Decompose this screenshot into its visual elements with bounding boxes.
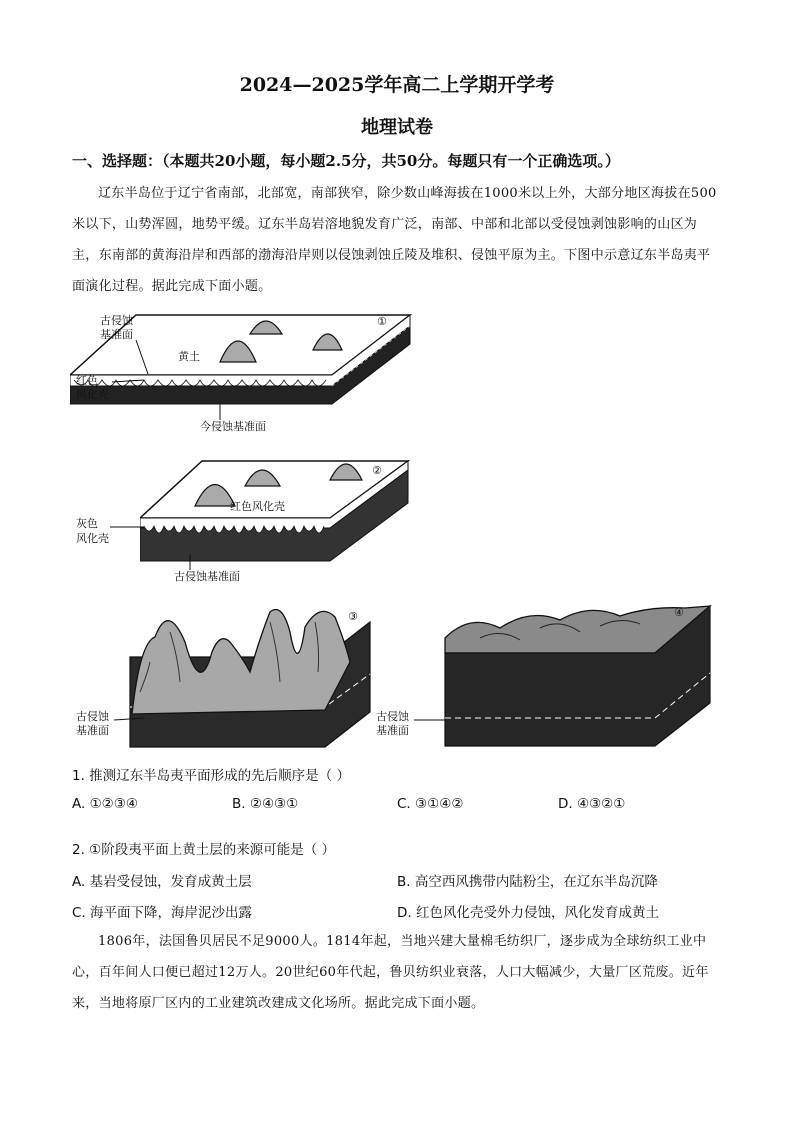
exam-title: 2024—2025学年高二上学期开学考 xyxy=(239,74,555,96)
block2-number: ② xyxy=(372,464,382,477)
q1-option-c[interactable]: C. ③①④② xyxy=(397,796,464,812)
question-2-stem: 2. ①阶段夷平面上黄土层的来源可能是（ ） xyxy=(72,842,336,858)
block1-top-label-1: 古侵蚀 xyxy=(100,314,133,327)
block2-bottom-label: 古侵蚀基准面 xyxy=(174,570,240,583)
q1-option-a[interactable]: A. ①②③④ xyxy=(72,796,138,812)
block4-left-label-2: 基准面 xyxy=(376,724,409,737)
q2-option-a[interactable]: A. 基岩受侵蚀，发育成黄土层 xyxy=(72,874,252,890)
q2-option-c[interactable]: C. 海平面下降，海岸泥沙出露 xyxy=(72,905,253,921)
block2-left-label-1: 灰色 xyxy=(76,517,98,530)
block3-left-label-1: 古侵蚀 xyxy=(76,710,109,723)
block1-left-labels xyxy=(70,312,170,412)
passage-liaodong: 辽东半岛位于辽宁省南部，北部宽，南部狭窄，除少数山峰海拔在1000米以上外，大部分地区海拔在500米以下，山势浑圆，地势平缓。辽东半岛岩溶地貌发育广泛，南部、中部和北部以受侵蚀剥蚀影响的山区为主，东南部的黄海沿岸和西部的渤海沿岸则以侵蚀剥蚀丘陵及堆积、侵蚀平原为主。下图中示意辽东半岛夷平面演化过程。据此完成下面小题。 xyxy=(72,186,717,294)
block1-number: ① xyxy=(377,315,387,328)
block1-bottom-label: 今侵蚀基准面 xyxy=(200,420,266,433)
block2-surface-label: 红色风化壳 xyxy=(230,500,285,513)
question-1-stem: 1. 推测辽东半岛夷平面形成的先后顺序是（ ） xyxy=(72,768,350,784)
q1-option-b[interactable]: B. ②④③① xyxy=(232,796,299,812)
q2-option-d[interactable]: D. 红色风化壳受外力侵蚀，风化发育成黄土 xyxy=(397,905,659,921)
block4-number: ④ xyxy=(674,606,684,619)
passage-roubaix: 1806年，法国鲁贝居民不足9000人。1814年起，当地兴建大量棉毛纺织厂，逐步成为全球纺织工业中心，百年间人口便已超过12万人。20世纪60年代起，鲁贝纺织业衰落，人口大幅减少，大量厂区荒废。近年来，当地将原厂区内的工业建筑改建成文化场所。据此完成下面小题。 xyxy=(72,934,709,1011)
block1-left-label-1: 红色 xyxy=(76,374,98,387)
block4-left-labels xyxy=(374,708,454,748)
figure-block-2 xyxy=(140,458,420,588)
block1-left-label-2: 风化壳 xyxy=(76,388,109,401)
block1-surface-label: 黄土 xyxy=(178,350,200,363)
exam-subject: 地理试卷 xyxy=(361,117,433,138)
block4-left-label-1: 古侵蚀 xyxy=(376,710,409,723)
block2-left-label-2: 风化壳 xyxy=(76,532,109,545)
block2-left-labels xyxy=(72,515,152,555)
section-heading: 一、选择题：（本题共20小题，每小题2.5分，共50分。每题只有一个正确选项。） xyxy=(72,152,620,170)
block3-left-labels xyxy=(74,708,154,748)
block3-number: ③ xyxy=(348,610,358,623)
figure-block-4 xyxy=(440,598,715,748)
block3-left-label-2: 基准面 xyxy=(76,724,109,737)
q1-option-d[interactable]: D. ④③②① xyxy=(558,796,626,812)
q2-option-b[interactable]: B. 高空西风携带内陆粉尘，在辽东半岛沉降 xyxy=(397,874,658,890)
figure-block-3 xyxy=(120,602,375,752)
block1-top-label-2: 基准面 xyxy=(100,328,133,341)
